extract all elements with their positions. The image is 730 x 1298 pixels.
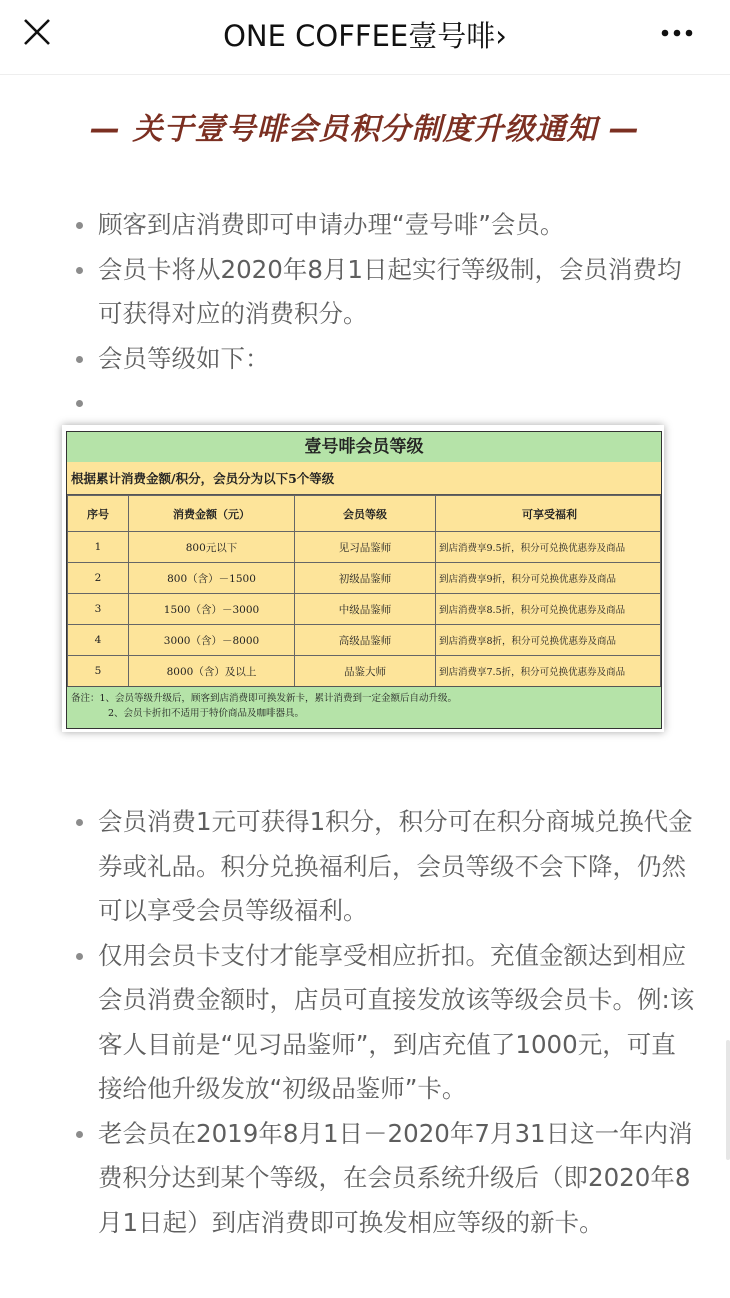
header-level: 会员等级 (295, 496, 436, 532)
list-item (0, 800, 730, 934)
article-heading: — 关于壹号啡会员积分制度升级通知 — (90, 112, 640, 147)
list-item-text: 会员卡将从2020年8月1日起实行等级制，会员消费均可获得对应的消费积分。 (98, 254, 682, 328)
cell-number: 4 (68, 625, 129, 656)
list-item (0, 934, 730, 1112)
top-navigation-bar (0, 0, 730, 75)
bullet-dot (76, 953, 83, 960)
bullet-dot (76, 222, 83, 229)
account-name-link[interactable] (130, 14, 600, 55)
table-row (68, 656, 661, 687)
table-title: 壹号啡会员等级 (67, 432, 661, 463)
scrollbar[interactable] (726, 1040, 730, 1160)
cell-benefit: 到店消费享7.5折，积分可兑换优惠券及商品 (436, 656, 661, 687)
chevron-right-icon: › (495, 19, 507, 53)
cell-level: 中级品鉴师 (295, 594, 436, 625)
cell-benefit: 到店消费享8折，积分可兑换优惠券及商品 (436, 625, 661, 656)
cell-number: 3 (68, 594, 129, 625)
cell-benefit: 到店消费享9折，积分可兑换优惠券及商品 (436, 563, 661, 594)
table-row (68, 532, 661, 563)
table-header-row (68, 496, 661, 532)
list-item (0, 337, 730, 382)
account-name: ONE COFFEE壹号啡 (223, 19, 496, 53)
close-icon-graphic (16, 15, 56, 55)
list-item-text: 顾客到店消费即可申请办理“壹号啡”会员。 (98, 210, 565, 239)
list-item-text: 仅用会员卡支付才能享受相应折扣。充值金额达到相应会员消费金额时，店员可直接发放该等级会员卡。例:该客人目前是“见习品鉴师”，到店充值了1000元，可直接给他升级发放“初级品鉴师”卡。 (98, 940, 695, 1103)
bullet-dot (76, 356, 83, 363)
membership-table-image (62, 425, 664, 732)
list-item (0, 248, 730, 337)
list-item (0, 1112, 730, 1246)
cell-level: 高级品鉴师 (295, 625, 436, 656)
bullet-dot (76, 1131, 83, 1138)
more-dots-graphic (660, 23, 700, 43)
close-icon[interactable] (16, 15, 56, 55)
list-item (0, 381, 730, 426)
bullet-dot (76, 400, 83, 407)
list-item-text: 老会员在2019年8月1日－2020年7月31日这一年内消费积分达到某个等级，在会员系统升级后（即2020年8月1日起）到店消费即可换发相应等级的新卡。 (98, 1118, 693, 1237)
table-note-line-1: 备注：1、会员等级升级后，顾客到店消费即可换发新卡，累计消费到一定金额后自动升级。 (71, 693, 458, 704)
table-note (67, 686, 661, 728)
cell-benefit: 到店消费享9.5折，积分可兑换优惠券及商品 (436, 532, 661, 563)
cell-number: 1 (68, 532, 129, 563)
cell-number: 2 (68, 563, 129, 594)
list-item (0, 203, 730, 248)
cell-amount: 800元以下 (129, 532, 295, 563)
table-row (68, 594, 661, 625)
header-amount: 消费金额（元） (129, 496, 295, 532)
table-row (68, 563, 661, 594)
cell-benefit: 到店消费享8.5折，积分可兑换优惠券及商品 (436, 594, 661, 625)
cell-level: 初级品鉴师 (295, 563, 436, 594)
bullet-list-bottom (0, 800, 730, 1245)
bullet-dot (76, 819, 83, 826)
more-dots-icon[interactable] (660, 23, 700, 43)
bullet-dot (76, 267, 83, 274)
header-number: 序号 (68, 496, 129, 532)
cell-amount: 800（含）－1500 (129, 563, 295, 594)
cell-amount: 8000（含）及以上 (129, 656, 295, 687)
cell-number: 5 (68, 656, 129, 687)
bullet-list-top (0, 203, 730, 426)
membership-table (66, 431, 662, 729)
table-note-line-2: 2、会员卡折扣不适用于特价商品及咖啡器具。 (108, 708, 305, 719)
list-item-text: 会员消费1元可获得1积分，积分可在积分商城兑换代金券或礼品。积分兑换福利后，会员等级不会下降，仍然可以享受会员等级福利。 (98, 807, 693, 925)
membership-level-grid (67, 495, 661, 687)
cell-amount: 1500（含）－3000 (129, 594, 295, 625)
table-subtitle: 根据累计消费金额/积分，会员分为以下5个等级 (67, 462, 661, 495)
cell-amount: 3000（含）－8000 (129, 625, 295, 656)
cell-level: 品鉴大师 (295, 656, 436, 687)
cell-level: 见习品鉴师 (295, 532, 436, 563)
list-item-text: 会员等级如下： (98, 343, 270, 373)
table-row (68, 625, 661, 656)
header-benefit: 可享受福利 (436, 496, 661, 532)
